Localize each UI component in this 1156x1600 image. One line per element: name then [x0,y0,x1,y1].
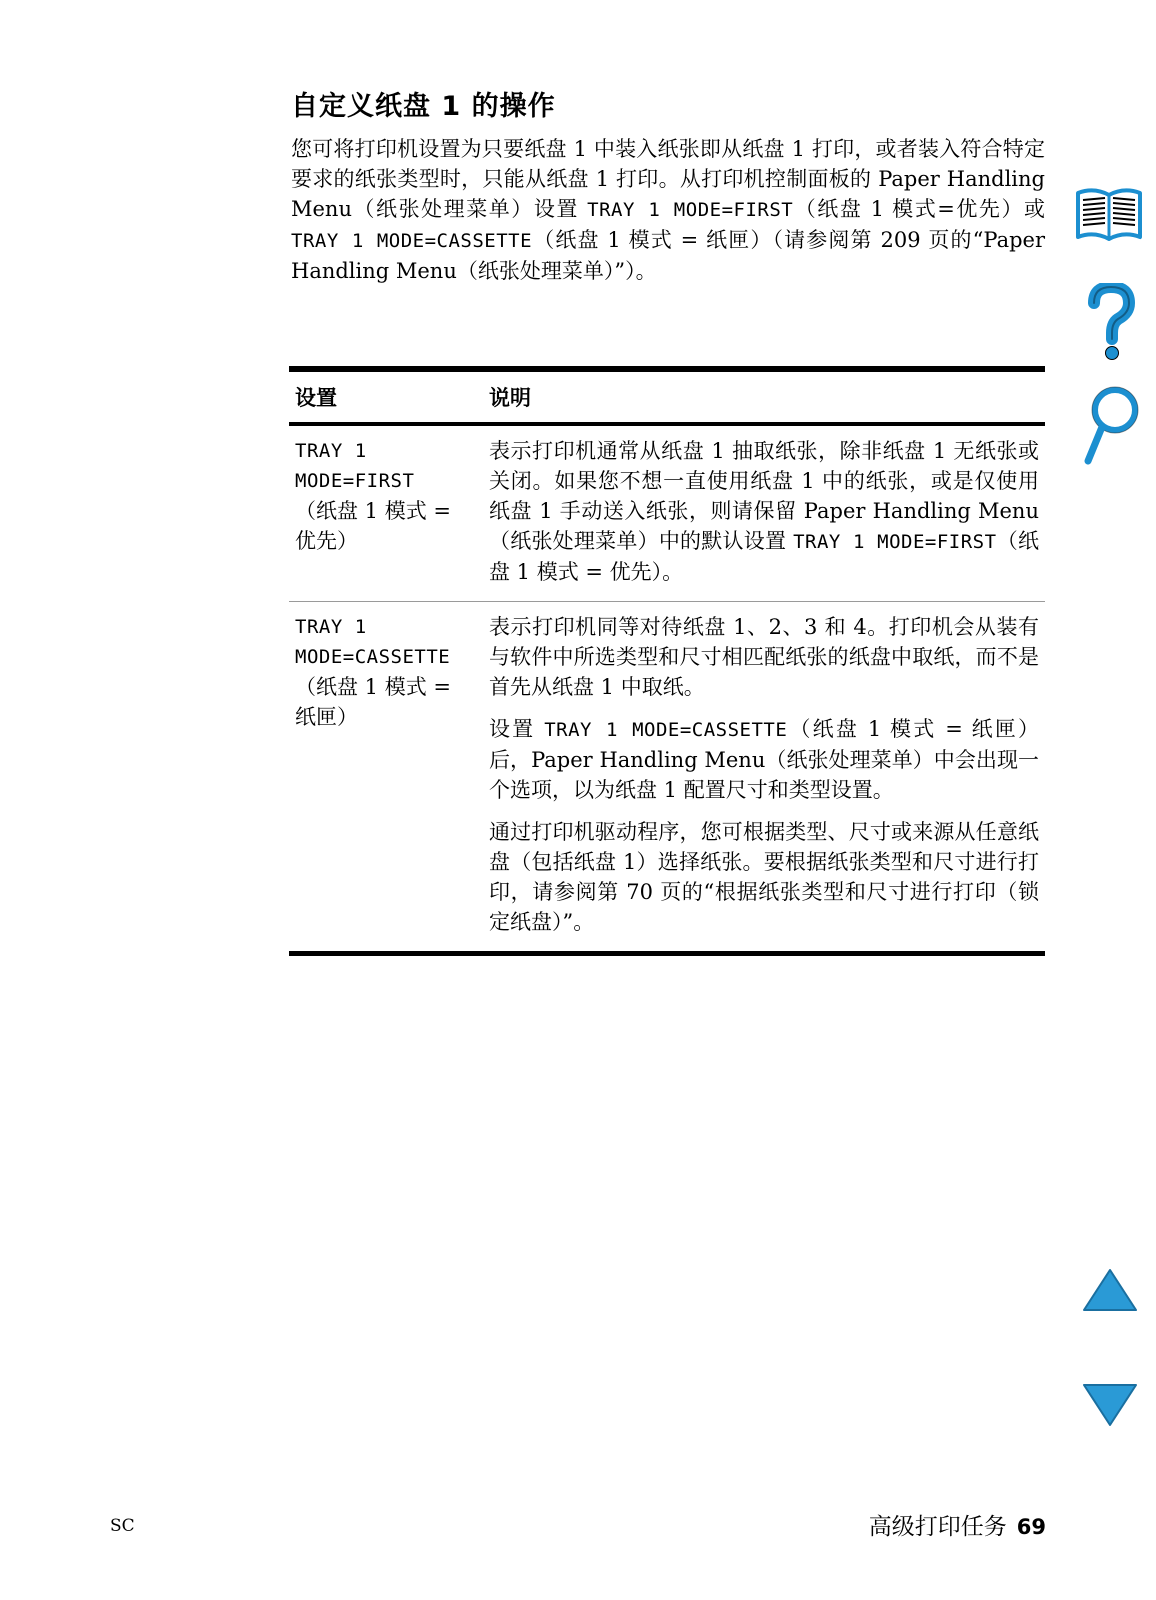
description-paragraph: 通过打印机驱动程序，您可根据类型、尺寸或来源从任意纸盘（包括纸盘 1）选择纸张。要根据纸张类型和尺寸进行打印，请参阅第 70 页的“根据纸张类型和尺寸进行打印（锁定纸盘）”。 [489,820,1039,934]
description-text: （纸盘 1 模式 = 纸匣）后，Paper Handling Menu（纸张处理菜单）中会出现一个选项，以为纸盘 1 配置尺寸和类型设置。 [489,717,1039,802]
footer-language-code: SC [110,1516,135,1536]
table-row [289,424,1045,602]
intro-text-2: （纸盘 1 模式=优先）或 [793,197,1045,221]
description-paragraph: 表示打印机同等对待纸盘 1、2、3 和 4。打印机会从装有与软件中所选类型和尺寸相匹配纸张的纸盘中取纸，而不是首先从纸盘 1 中取纸。 [489,615,1039,699]
description-paragraph [489,436,1039,587]
book-icon[interactable] [1074,185,1144,243]
intro-code-1: TRAY 1 MODE=FIRST [587,199,794,221]
column-header-description: 说明 [483,369,1045,424]
setting-code-line: TRAY 1 [295,616,367,638]
setting-translation: （纸盘 1 模式 = 纸匣） [295,675,451,729]
footer-section [869,1508,1046,1541]
table-header-row [289,369,1045,424]
setting-cell [289,424,483,602]
column-header-setting: 设置 [289,369,483,424]
table-row [289,602,1045,954]
page-number: 69 [1016,1515,1046,1539]
intro-code-2: TRAY 1 MODE=CASSETTE [291,230,533,252]
description-paragraph [489,714,1039,805]
magnifier-icon[interactable] [1082,385,1142,467]
description-text: 设置 [489,717,545,741]
triangle-down-icon[interactable] [1082,1383,1138,1427]
setting-code-line: MODE=CASSETTE [295,646,451,668]
question-icon[interactable] [1086,283,1136,363]
intro-text-3: （纸盘 1 模式 = 纸匣）（请参阅第 209 页的“Paper Handling Menu（纸张处理菜单）”）。 [291,228,1045,283]
description-cell [483,602,1045,954]
description-code: TRAY 1 MODE=FIRST [793,531,997,553]
description-code: TRAY 1 MODE=CASSETTE [544,719,788,741]
intro-text-1: 您可将打印机设置为只要纸盘 1 中装入纸张即从纸盘 1 打印，或者装入符合特定要求的纸张类型时，只能从纸盘 1 打印。从打印机控制面板的 Paper Handling Menu（纸张处理菜单）设置 [291,137,1045,221]
setting-translation: （纸盘 1 模式 = 优先） [295,499,451,553]
settings-table [289,366,1045,956]
triangle-up-icon[interactable] [1082,1268,1138,1312]
setting-code-line: TRAY 1 [295,440,367,462]
description-text: 表示打印机通常从纸盘 1 抽取纸张，除非纸盘 1 无纸张或关闭。如果您不想一直使用纸盘 1 中的纸张，或是仅使用纸盘 1 手动送入纸张，则请保留 Paper Handling Menu（纸张处理菜单）中的默认设置 [489,439,1039,553]
description-cell [483,424,1045,602]
intro-paragraph [291,134,1045,286]
setting-code-line: MODE=FIRST [295,470,415,492]
description-text: （纸盘 1 模式 = 优先）。 [489,529,1039,584]
footer-section-title: 高级打印任务 [868,1514,1007,1540]
section-heading: 自定义纸盘 1 的操作 [291,91,556,122]
setting-cell [289,602,483,954]
